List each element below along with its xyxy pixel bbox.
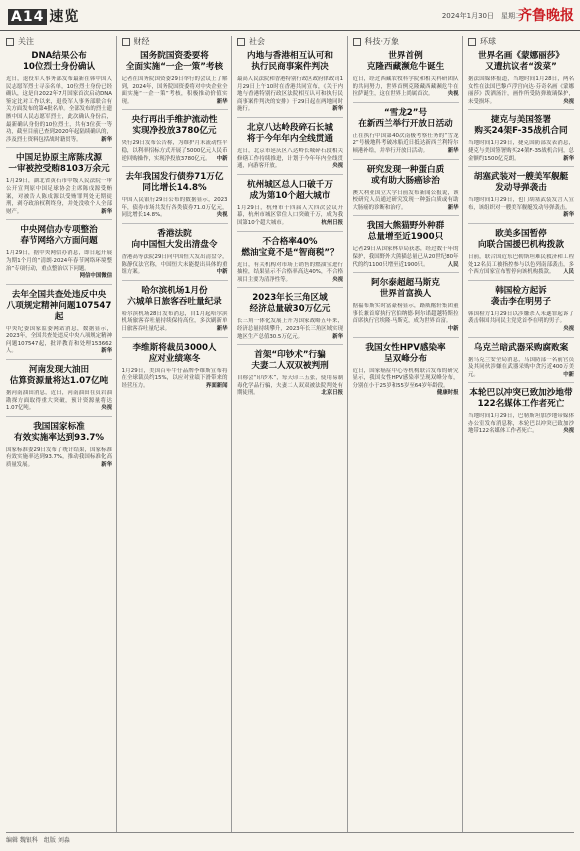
- section-marker-icon: [237, 38, 245, 46]
- article-source: 央视: [101, 405, 112, 412]
- article-headline: 首架“印钞术”行骗 夫妻二人双双被判刑: [251, 350, 329, 372]
- article-divider: [122, 223, 228, 224]
- article: [6, 290, 112, 360]
- article: [6, 422, 112, 470]
- page-label: A14: [8, 9, 47, 25]
- article-divider: [353, 337, 459, 338]
- article: [468, 51, 574, 110]
- article-source: 新华: [101, 208, 112, 215]
- article-source: 新华: [563, 212, 574, 219]
- section-title: 社会: [249, 37, 265, 46]
- news-column: [237, 36, 343, 832]
- article-text: 近日，有关机构对市场上销售的燃油宝进行抽检，结果显示不合格率高达40%，不合格项目主要为清净性等。: [237, 261, 343, 283]
- article-divider: [237, 117, 343, 118]
- article-text: 1月29日，湖北省黄石市中级人民法院一审公开宣判原中国足球协会主席陈戌源受贿案，对被告人陈戌源以受贿罪判处无期徒刑，剥夺政治权利终身，并处没收个人全部财产。: [6, 178, 112, 215]
- article-source: 央视: [332, 163, 343, 170]
- article: [353, 165, 459, 217]
- article-headline: DNA结果公布 10位烈士身份确认: [22, 51, 96, 72]
- article-headline: 韩国检方起诉 袭击李在明男子: [490, 285, 552, 307]
- article: [468, 172, 574, 224]
- article-text: 自称会“印钞术”，每天印三五张，使用易制毒化学品行骗，夫妻二人双双被法院判处有期徒刑。: [237, 375, 343, 397]
- article-body: [353, 133, 459, 156]
- article-headline: 去年全国共查处违反中央 八项规定精神问题107547起: [6, 289, 112, 322]
- article-source: 央视: [563, 325, 574, 332]
- article-source: 新华: [101, 462, 112, 469]
- article-body: [468, 254, 574, 277]
- article-headline: 世界名画《蒙娜丽莎》 又遭抗议者“泼菜”: [478, 51, 564, 72]
- article-text: 澳大利亚国立大学日前发布新闻公报说，该校研究人员通过研究发现一种蛋白质或有助大肠癌的诊断和治疗。: [352, 189, 459, 211]
- article-body: [122, 197, 228, 220]
- article: [122, 172, 228, 224]
- article-source: 中新: [563, 371, 574, 378]
- article-body: [468, 311, 574, 334]
- article-body: [353, 368, 459, 398]
- article-divider: [237, 174, 343, 175]
- article-text: 1月29日，杭州市十四届人大四次会议开幕，杭州市城区常住人口突破千万，成为我国第10个超大城市。: [237, 204, 343, 226]
- article-text: 日前，联合国近东巴勒斯坦难民救济和工程处12名员工被指控参与以色列南部袭击，多个西方国家宣布暂停向该机构拨款。: [468, 253, 574, 276]
- article-divider: [122, 109, 228, 110]
- article-source: 中新: [216, 269, 228, 276]
- article-body: [6, 178, 112, 216]
- article-divider: [237, 344, 343, 345]
- news-column: [6, 36, 112, 832]
- article-source: 央视: [332, 276, 343, 283]
- article-divider: [122, 280, 228, 281]
- section-name: 速览: [49, 9, 80, 25]
- article-text: 中国人民银行29日公布的数据显示，2023年，债券市场共发行各类债券71.0万亿元，同比增长14.8%。: [121, 197, 228, 219]
- article: [468, 388, 574, 436]
- article-divider: [353, 102, 459, 103]
- article-headline: 世界首例 克隆西藏濒危牛诞生: [366, 51, 445, 72]
- article-source: 健康时报: [436, 390, 459, 397]
- article: [6, 153, 112, 220]
- article-divider: [6, 219, 112, 220]
- article-divider: [6, 416, 112, 417]
- article-body: [6, 250, 112, 280]
- article-headline: 我国国家标准 有效实施率达到93.7%: [14, 421, 104, 443]
- article-text: 香港高等法院29日向中国恒大发出清盘令，陈静仪法官称，中国恒大未能提出具体的重组方案。: [121, 253, 228, 276]
- article: [353, 51, 459, 103]
- article-source: 人民: [447, 261, 459, 268]
- section-marker-icon: [468, 38, 476, 46]
- article-text: 当地时间1月29日，也门胡塞武装发言人宣布，该组织对一艘美军舰艇发动导弹袭击。: [468, 197, 574, 211]
- header-date: 2024年1月30日 星期二: [441, 12, 522, 20]
- article: [122, 115, 228, 167]
- article-text: 据乌克兰安全局消息，乌国防部一名前官员及其同伙涉嫌在武器采购中贪污近400万美元。: [468, 356, 574, 378]
- article-headline: 不合格率40% 燃油宝竟不是“智商税”？: [241, 236, 339, 258]
- article-headline: 我国大熊猫野外种群 总量增至近1900只: [366, 221, 445, 243]
- article: [6, 51, 112, 148]
- article-divider: [468, 280, 574, 281]
- column-section-header: [6, 36, 112, 47]
- section-title: 科技·万象: [364, 37, 400, 46]
- article: [468, 286, 574, 338]
- article: [122, 51, 228, 110]
- article-headline: 本轮巴以冲突已致加沙地带 122名媒体工作者死亡: [469, 388, 573, 410]
- article-body: [122, 311, 228, 334]
- article-body: [353, 246, 459, 269]
- column-section-header: [353, 36, 459, 47]
- article-headline: 内地与香港相互认可和 执行民商事案件判决: [247, 51, 333, 72]
- column-section-header: [468, 36, 574, 47]
- article-headline: 央行再出手维护流动性 实现净投放3780亿元: [131, 115, 218, 137]
- article-source: 新华: [332, 106, 343, 113]
- news-column: [122, 36, 228, 832]
- article-body: [353, 76, 459, 99]
- article: [353, 221, 459, 273]
- article: [237, 237, 343, 289]
- article: [6, 225, 112, 284]
- section-title: 环球: [480, 37, 496, 46]
- article-text: 记者在国务院国资委29日举行的会议上了解到，2024年，国务院国资委将对中央企业全面实施“一企一策”考核，积极推动价值实现。: [121, 76, 228, 105]
- article-text: 当地时间1月29日，捷克国防部发表消息，捷克与美国签署购买24架F-35战机合同，总金额约1500亿克朗。: [468, 140, 574, 162]
- article: [353, 278, 459, 337]
- article: [353, 343, 459, 398]
- column-section-header: [122, 36, 228, 47]
- section-marker-icon: [122, 38, 130, 46]
- article-body: [122, 254, 228, 277]
- article-headline: 研究发现一种蛋白质 或有助大肠癌诊治: [366, 164, 445, 186]
- section-title: 关注: [18, 37, 34, 46]
- article-body: [353, 190, 459, 213]
- article-source: 新华: [101, 348, 112, 355]
- article-body: [237, 318, 343, 341]
- article-headline: 哈尔滨机场1月份 六城单日旅客吞吐量纪录: [127, 285, 222, 307]
- section-marker-icon: [6, 38, 14, 46]
- article-body: [468, 413, 574, 436]
- page-number: [8, 6, 79, 26]
- article-source: 新华: [332, 333, 343, 340]
- article-source: 央视: [563, 428, 574, 435]
- article: [353, 108, 459, 160]
- column-separator: [347, 36, 348, 832]
- article-body: [6, 447, 112, 470]
- article-body: [468, 357, 574, 380]
- section-title: 财经: [133, 37, 150, 46]
- article-divider: [468, 166, 574, 167]
- article: [122, 286, 228, 338]
- article: [122, 229, 228, 281]
- article-body: [6, 76, 112, 144]
- article-body: [237, 148, 343, 171]
- news-column: [353, 36, 459, 832]
- article: [237, 350, 343, 398]
- masthead-logo: 齐鲁晚报: [518, 8, 574, 24]
- article-divider: [6, 359, 112, 360]
- article-headline: 香港法院 向中国恒大发出清盘令: [131, 228, 218, 250]
- article-text: 记者29日从国家林草局获悉，经过数十年的保护，我国野外大熊猫总量已从20世纪80年代的约1100只增至近1900只。: [352, 246, 459, 268]
- article: [237, 180, 343, 232]
- article-source: 中新: [216, 155, 228, 162]
- article-headline: 李维斯将裁员3000人 应对业绩寒冬: [132, 342, 217, 364]
- article-text: 国家标准委29日发布了统计结果，国家标准有效实施率达到93.7%，推动我国标准化高质量发展。: [6, 446, 112, 469]
- article-divider: [468, 382, 574, 383]
- article-headline: 我国女性HPV感染率 呈双峰分布: [365, 342, 446, 364]
- article-body: [6, 326, 112, 356]
- article: [122, 343, 228, 391]
- article-text: 正在执行中国第40次南极考察任务的“雪龙2”号极地科考破冰船近日抵达新西兰利特尔顿港补给，并举行开放日活动。: [352, 132, 459, 154]
- article-body: [6, 390, 112, 413]
- article-text: 据河南油田消息，近日，河南油田在页岩油勘探方面取得重大突破，预计资源量将达1.07亿吨。: [6, 390, 112, 412]
- column-separator: [116, 36, 117, 832]
- article-divider: [237, 231, 343, 232]
- article: [237, 123, 343, 175]
- article-headline: 去年我国发行债券71万亿 同比增长14.8%: [125, 172, 224, 194]
- article-source: 央视: [563, 98, 574, 105]
- article-body: [237, 375, 343, 398]
- article-text: 近日，经过西藏农牧科学院和相关科研团队的共同努力，世界首例克隆藏西藏濒危牛在拉萨诞生，这在世界上尚属首次。: [352, 76, 459, 98]
- article-headline: 杭州城区总人口破千万 成为第10个超大城市: [247, 179, 333, 201]
- article-headline: 胡塞武装对一艘美军舰艇 发动导弹袭击: [473, 172, 569, 194]
- article-body: [468, 197, 574, 220]
- article-text: 近日，国家癌症中心等机构联合发布的研究显示，我国女性HPV感染率呈现双峰分布，分别在小于25岁和55岁至64岁年龄段。: [352, 367, 459, 389]
- article-text: 据福布斯实时富豪榜显示，路威酩轩集团董事长兼首席执行官伯纳德·阿尔诺超越特斯拉首席执行官埃隆·马斯克，成为世界首富。: [352, 303, 459, 325]
- article-body: [237, 76, 343, 114]
- article-divider: [353, 215, 459, 216]
- article-source: 中新: [447, 325, 459, 332]
- article-divider: [6, 284, 112, 285]
- article-text: 当地时间1月29日，巴勒斯坦加沙地带媒体办公室发布消息称，本轮巴以冲突已致加沙地带122名媒体工作者死亡。: [468, 413, 574, 435]
- article-headline: 捷克与美国签署 购买24架F-35战机合同: [474, 115, 568, 137]
- article-divider: [353, 159, 459, 160]
- news-columns: [6, 36, 574, 832]
- article-body: [122, 76, 228, 106]
- article-body: [237, 205, 343, 228]
- article-headline: 欧美多国暂停 向联合国援巴机构拨款: [478, 228, 564, 250]
- article-source: 网信中国微信: [79, 273, 112, 280]
- article-headline: 阿尔泰超超马斯克 世界首富换人: [371, 278, 440, 300]
- column-separator: [462, 36, 463, 832]
- article-source: 新华: [447, 204, 459, 211]
- article-body: [237, 262, 343, 285]
- article-divider: [122, 166, 228, 167]
- article-source: 人民: [563, 269, 574, 276]
- article-source: 央视: [216, 212, 228, 219]
- article: [237, 51, 343, 118]
- article-source: 新华: [563, 155, 574, 162]
- article-divider: [6, 147, 112, 148]
- article-body: [353, 303, 459, 333]
- article-source: 新华: [101, 136, 112, 143]
- article-source: 央视: [447, 91, 459, 98]
- article-headline: 乌克兰暗武器采购腐败案: [473, 342, 569, 353]
- article-source: 界面新闻: [205, 382, 228, 389]
- article-text: 央行29日发布公告称，为维护月末流动性平稳，以利率招标方式开展了5000亿元人民币逆回购操作，实现净投放3780亿元。: [121, 140, 228, 162]
- article-body: [468, 76, 574, 106]
- article-source: 北京日报: [321, 390, 343, 397]
- article-divider: [468, 223, 574, 224]
- article-text: 近日，退役军人事务部发布最新在韩中国人民志愿军烈士寻亲名单，10位烈士身份已经确认，这是自2022年7月国家首次启动DNA鉴定比对工作以来，退役军人事务部联合有关方面发布的第4批名单。全部发布的烈士遗骸中国人民志愿军烈士，此次确认身份后，最新确认身份的10位烈士，共有3位获一等功，截至目前已查到2020年起陆续确认的，涉及烈士资料包括战时籍贯等。: [6, 76, 112, 143]
- article-text: 韩国检方1月29日以涉嫌杀人未遂罪起诉了袭击韩国共同民主党党首李在明的男子。: [468, 310, 574, 325]
- article-source: 新华: [216, 98, 228, 105]
- article-text: 近日，北京市延庆区八达岭长城碎石段相关修缮工作持续推进，计划于今年年内全线贯通，向游客开放。: [237, 147, 343, 170]
- article-divider: [237, 287, 343, 288]
- article-body: [122, 140, 228, 163]
- article-text: 1月29日，美国百年牛仔品牌李维斯宣布将在全球裁员约15%，以应对业绩下滑带来的经营压力。: [121, 367, 228, 389]
- article-divider: [122, 337, 228, 338]
- article-source: 杭州日报: [321, 219, 343, 226]
- article-text: 1月29日，据中央网信办消息，即日起开展为期1个月的“清朗·2024年春节网络环境整治”专项行动，重点整治以下问题。: [6, 250, 112, 272]
- article-text: 长三角一体化发展上升为国家战略五年来，经济总量持续攀升，2023年长三角区域实现地区生产总值30.5万亿元。: [237, 318, 343, 340]
- article-headline: 国务院国资委要将 全面实施“一企一策”考核: [125, 51, 224, 72]
- article-headline: “雪龙2”号 在新西兰举行开放日活动: [358, 107, 453, 129]
- article-divider: [468, 109, 574, 110]
- article-body: [122, 368, 228, 391]
- article-divider: [468, 337, 574, 338]
- article-headline: 2023年长三角区域 经济总量破30万亿元: [249, 293, 331, 315]
- article-headline: 中央网信办专项整治 春节网络六方面问题: [20, 225, 98, 247]
- article-source: 新华: [447, 147, 459, 154]
- article-text: 中央纪委国家监委网站消息，数据显示，2023年，全国共查处违反中央八项规定精神问题107547起，批评教育和处理153662人。: [6, 325, 112, 355]
- section-marker-icon: [353, 38, 361, 46]
- article-text: 最高人民法院和香港特别行政区政府律政司1月29日上午10时在香港共同宣布，《关于内地与香港特别行政区法院相互认可和执行民商事案件判决的安排》于29日起在两地同时施行。: [237, 76, 343, 113]
- article: [468, 229, 574, 281]
- column-section-header: [237, 36, 343, 47]
- article-divider: [353, 272, 459, 273]
- article-body: [468, 140, 574, 163]
- article-source: 新华: [216, 325, 228, 332]
- article-headline: 中国足协原主席陈戌源 一审被控受贿8103万余元: [8, 153, 110, 175]
- column-separator: [231, 36, 232, 832]
- article-text: 哈尔滨机场28日发布消息，自1月起哈尔滨机场旅客吞吐量持续保持高位，多次刷新单日旅客吞吐量纪录。: [121, 310, 228, 332]
- article-text: 据法国媒体报道，当地时间1月28日，两名女性在法国巴黎卢浮宫向达·芬奇名画《蒙娜丽莎》泼洒汤汁，画作所受防弹玻璃保护，未受损坏。: [468, 76, 574, 105]
- footer-credits: 编辑 魏银科 组版 刘淼: [6, 832, 574, 847]
- article-headline: 河南发现大油田 估算资源量将达1.07亿吨: [9, 365, 109, 387]
- article: [468, 343, 574, 384]
- article: [468, 115, 574, 167]
- page-header: [0, 0, 580, 31]
- article-headline: 北京八达岭段碎石长城 将于今年年内全线贯通: [247, 122, 333, 144]
- article: [237, 293, 343, 345]
- news-column: [468, 36, 574, 832]
- article: [6, 365, 112, 417]
